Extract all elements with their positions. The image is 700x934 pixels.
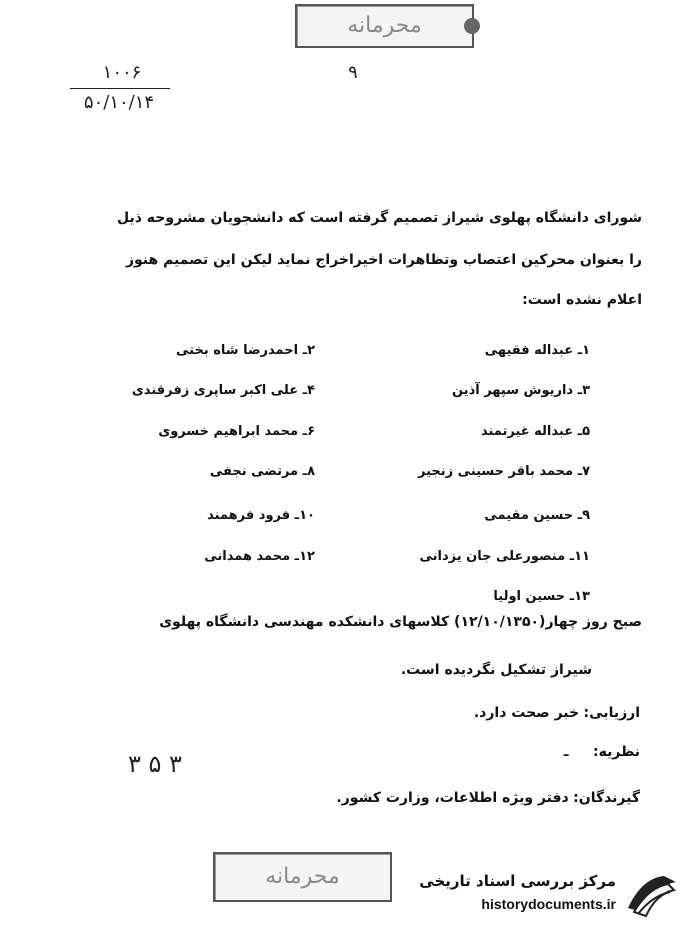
body-line-3: اعلام نشده است: xyxy=(522,292,642,308)
list-item: ۱۳ـ حسین اولیا xyxy=(493,589,590,604)
handwritten-mark: ۳ ۵ ۳ xyxy=(128,750,182,778)
logo-title: مرکز بررسی اسناد تاریخی xyxy=(419,872,616,890)
recipients-label: گیرندگان: xyxy=(573,790,640,806)
book-logo-icon xyxy=(624,872,680,918)
list-item: ۲ـ احمدرضا شاه بختی xyxy=(176,343,315,358)
list-item: ۹ـ حسین مقیمی xyxy=(484,508,590,523)
opinion-label: نظریه: xyxy=(593,744,640,760)
reference-number: ۱۰۰۶ xyxy=(102,62,142,83)
reference-date: ۵۰/۱۰/۱۴ xyxy=(83,92,155,113)
stamp-text-top: محرمانه xyxy=(347,13,422,38)
evaluation-value: خبر صحت دارد. xyxy=(473,705,580,721)
footer-line-2: شیراز تشکیل نگردیده است. xyxy=(400,662,592,678)
archive-logo xyxy=(411,868,686,924)
body-line-1: شورای دانشگاه پهلوی شیراز تصمیم گرفته است که دانشجویان مشروحه ذیل xyxy=(116,210,642,226)
recipients-row xyxy=(200,790,640,806)
list-item: ۶ـ محمد ابراهیم خسروی xyxy=(158,424,315,439)
page-number: ۹ xyxy=(348,62,358,83)
list-item: ۴ـ علی اکبر ساپری زفرقندی xyxy=(131,383,315,398)
opinion-value: ـ xyxy=(563,744,569,760)
list-item: ۱۱ـ منصورعلی جان یزدانی xyxy=(419,549,590,564)
opinion-row xyxy=(240,744,640,760)
confidential-stamp-bottom xyxy=(213,852,392,902)
list-item: ۱۰ـ فرود فرهمند xyxy=(207,508,315,523)
evaluation-row xyxy=(240,705,640,721)
stamp-text-bottom: محرمانه xyxy=(265,864,340,889)
list-item: ۵ـ عبداله غیرتمند xyxy=(480,424,590,439)
recipients-value: دفتر ویژه اطلاعات، وزارت کشور. xyxy=(336,790,569,806)
body-line-2: را بعنوان محرکین اعتصاب وتظاهرات اخیراخراج نماید لیکن این تصمیم هنوز xyxy=(125,252,642,268)
footer-line-1: صبح روز چهار(۱۲/۱۰/۱۳۵۰) کلاسهای دانشکده مهندسی دانشگاه پهلوی xyxy=(159,614,642,630)
list-item: ۸ـ مرتضی نجفی xyxy=(209,464,315,479)
list-item: ۷ـ محمد باقر حسینی زنجیر xyxy=(418,464,590,479)
list-item: ۱ـ عبداله فقیهی xyxy=(484,343,590,358)
evaluation-label: ارزیابی: xyxy=(583,705,640,721)
logo-url: historydocuments.ir xyxy=(481,896,616,912)
confidential-stamp-top xyxy=(295,4,474,48)
list-item: ۱۲ـ محمد همدانی xyxy=(204,549,315,564)
list-item: ۳ـ داریوش سپهر آذین xyxy=(451,383,590,398)
reference-divider xyxy=(70,88,170,89)
stamp-dot-icon xyxy=(464,18,480,34)
